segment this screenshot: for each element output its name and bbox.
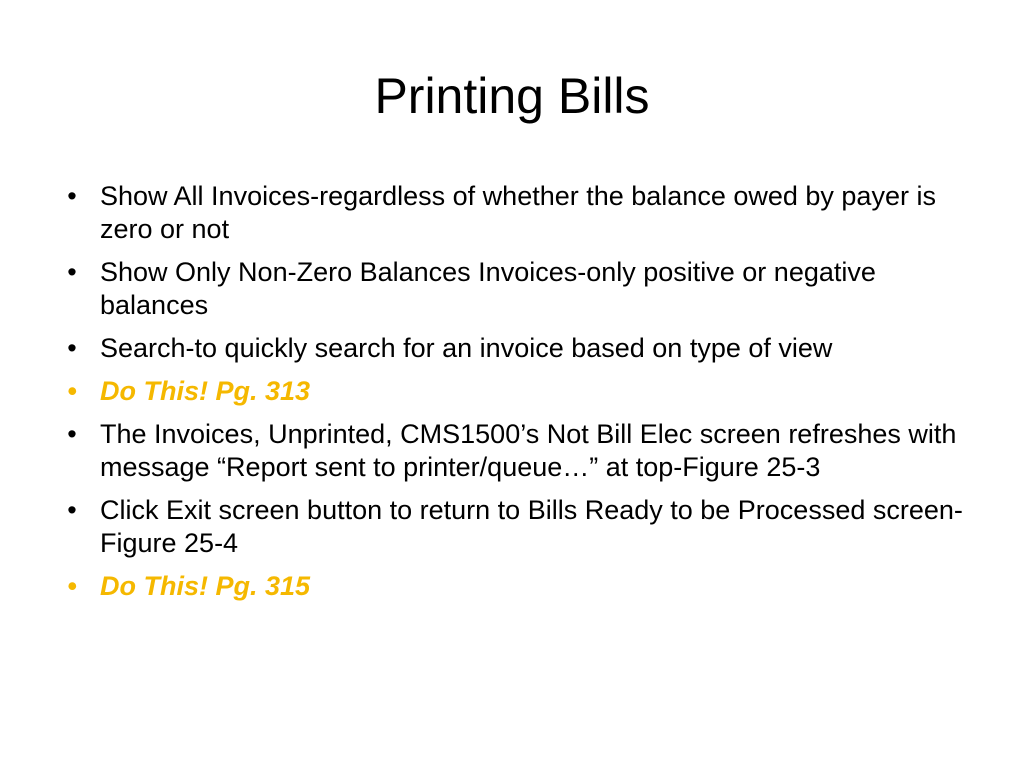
bullet-text: Do This! Pg. 313 [100,376,311,406]
bullet-dot-icon: • [67,257,77,287]
bullet-text: Show Only Non-Zero Balances Invoices-only positive or negative balances [100,257,876,320]
bullet-dot-icon: • [67,376,77,406]
slide-title: Printing Bills [374,68,650,124]
bullet-dot-icon: • [67,571,77,601]
bullet-item [60,256,970,322]
bullet-item [60,494,970,560]
bullet-dot-icon: • [67,495,77,525]
bullet-text: Do This! Pg. 315 [100,571,311,601]
bullet-dot-icon: • [67,181,77,211]
bullet-item [60,418,970,484]
bullet-item [60,332,970,365]
bullet-list [60,180,970,613]
bullet-text: Search-to quickly search for an invoice based on type of view [100,333,833,363]
bullet-item-highlight [60,570,970,603]
bullet-dot-icon: • [67,419,77,449]
bullet-dot-icon: • [67,333,77,363]
bullet-item [60,180,970,246]
bullet-text: Show All Invoices-regardless of whether the balance owed by payer is zero or not [100,181,936,244]
bullet-item-highlight [60,375,970,408]
bullet-text: Click Exit screen button to return to Bills Ready to be Processed screen-Figure 25-4 [100,495,963,558]
bullet-text: The Invoices, Unprinted, CMS1500’s Not Bill Elec screen refreshes with message “Report sent to printer/queue…” at top-Figure 25-3 [100,419,957,482]
